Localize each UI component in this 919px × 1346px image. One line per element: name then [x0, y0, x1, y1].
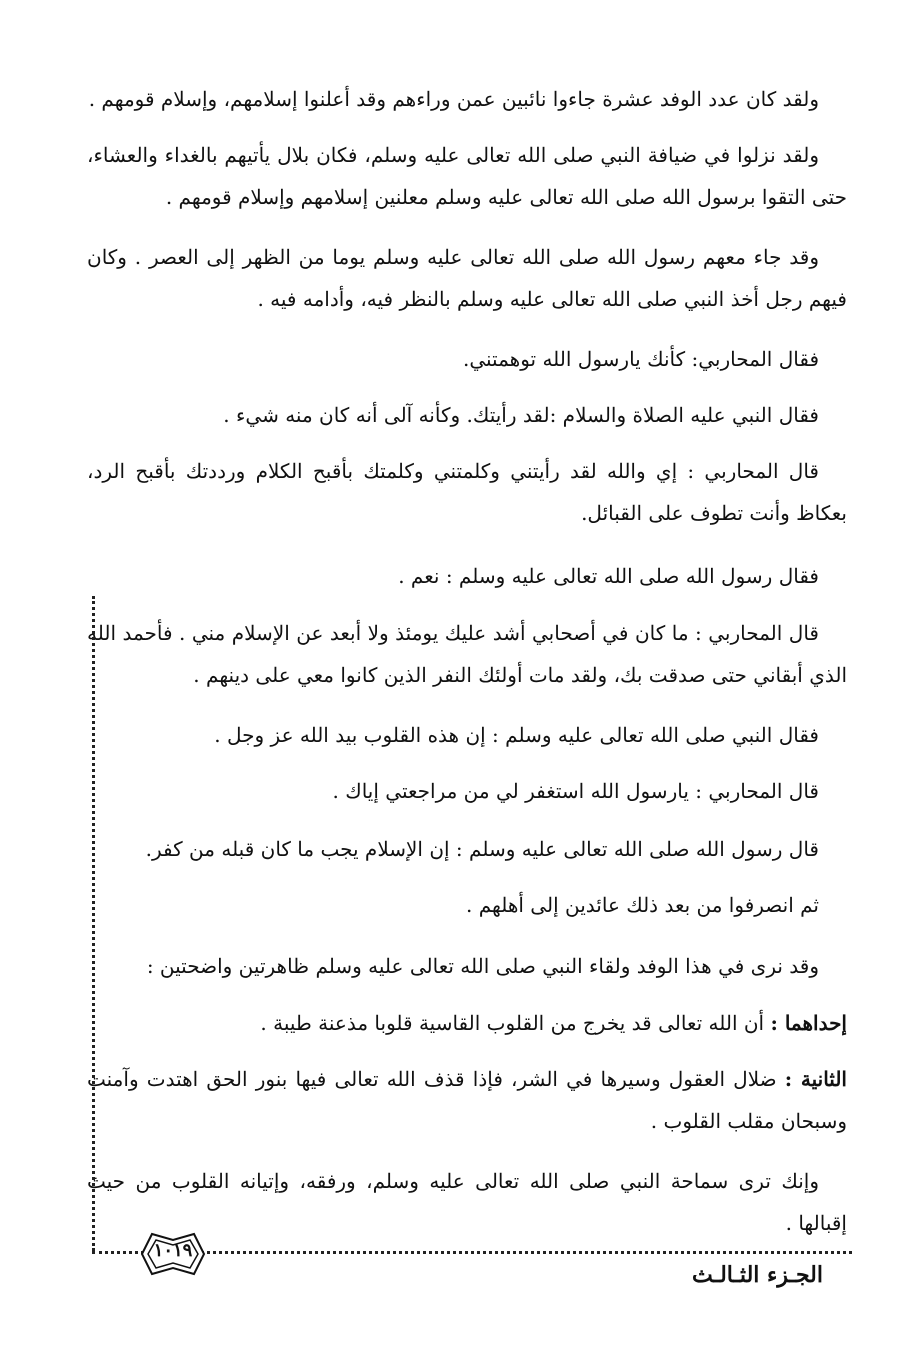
paragraph-lead: الثانية :	[784, 1067, 847, 1091]
paragraph-10: قال المحاربي : يارسول الله استغفر لي من مراجعتي إياك .	[332, 779, 819, 803]
paragraph-4: فقال المحاربي: كأنك يارسول الله توهمتني.	[462, 347, 819, 371]
part-title: الجـزء الثـالـث	[692, 1262, 823, 1288]
paragraph-11: قال رسول الله صلى الله تعالى عليه وسلم : إن الإسلام يجب ما كان قبله من كفر.	[145, 837, 819, 861]
paragraph-1: ولقد كان عدد الوفد عشرة جاءوا نائبين عمن وراءهم وقد أعلنوا إسلامهم، وإسلام قومهم .	[88, 87, 819, 111]
paragraph-12: ثم انصرفوا من بعد ذلك عائدين إلى أهلهم .	[465, 893, 819, 917]
paragraph-2: ولقد نزلوا في ضيافة النبي صلى الله تعالى عليه وسلم، فكان بلال يأتيهم بالغداء والعشاء، حتى التقوا برسول الله صلى الله تعالى عليه وسلم معلنين إسلامهم وإسلام قومهم .	[87, 143, 847, 209]
paragraph-16: وإنك ترى سماحة النبي صلى الله تعالى عليه وسلم، ورفقه، وإتيانه القلوب من حيث إقبالها .	[87, 1169, 847, 1235]
paragraph-15: الثانية : ضلال العقول وسيرها في الشر، فإذا قذف الله تعالى فيها بنور الحق اهتدت وآمنت وسبحان مقلب القلوب .	[87, 1067, 847, 1133]
page-number: ١٠١٩	[153, 1240, 193, 1261]
paragraph-7: فقال رسول الله صلى الله تعالى عليه وسلم : نعم .	[398, 564, 819, 588]
paragraph-lead: إحداهما :	[770, 1011, 847, 1035]
paragraph-13: وقد نرى في هذا الوفد ولقاء النبي صلى الله تعالى عليه وسلم ظاهرتين واضحتين :	[146, 954, 819, 978]
paragraph-3: وقد جاء معهم رسول الله صلى الله تعالى عليه وسلم يوما من الظهر إلى العصر . وكان فيهم رجل أخذ النبي صلى الله تعالى عليه وسلم بالنظر فيه، وأدامه فيه .	[87, 245, 847, 311]
paragraph-14: إحداهما : أن الله تعالى قد يخرج من القلوب القاسية قلوبا مذعنة طيبة .	[260, 1011, 847, 1035]
paragraph-9: فقال النبي صلى الله تعالى عليه وسلم : إن هذه القلوب بيد الله عز وجل .	[214, 723, 819, 747]
ornamental-border-left	[92, 596, 95, 1251]
paragraph-6: قال المحاربي : إي والله لقد رأيتني وكلمتني وكلمتك بأقبح الكلام ورددتك بأقبح الرد، بعكاظ وأنت تطوف على القبائل.	[87, 459, 847, 525]
paragraph-8: قال المحاربي : ما كان في أصحابي أشد عليك يومئذ ولا أبعد عن الإسلام مني . فأحمد الله الذي أبقاني حتى صدقت بك، ولقد مات أولئك النفر الذين كانوا معي على دينهم .	[87, 621, 847, 687]
paragraph-5: فقال النبي عليه الصلاة والسلام :لقد رأيتك. وكأنه آلى أنه كان منه شيء .	[223, 403, 819, 427]
